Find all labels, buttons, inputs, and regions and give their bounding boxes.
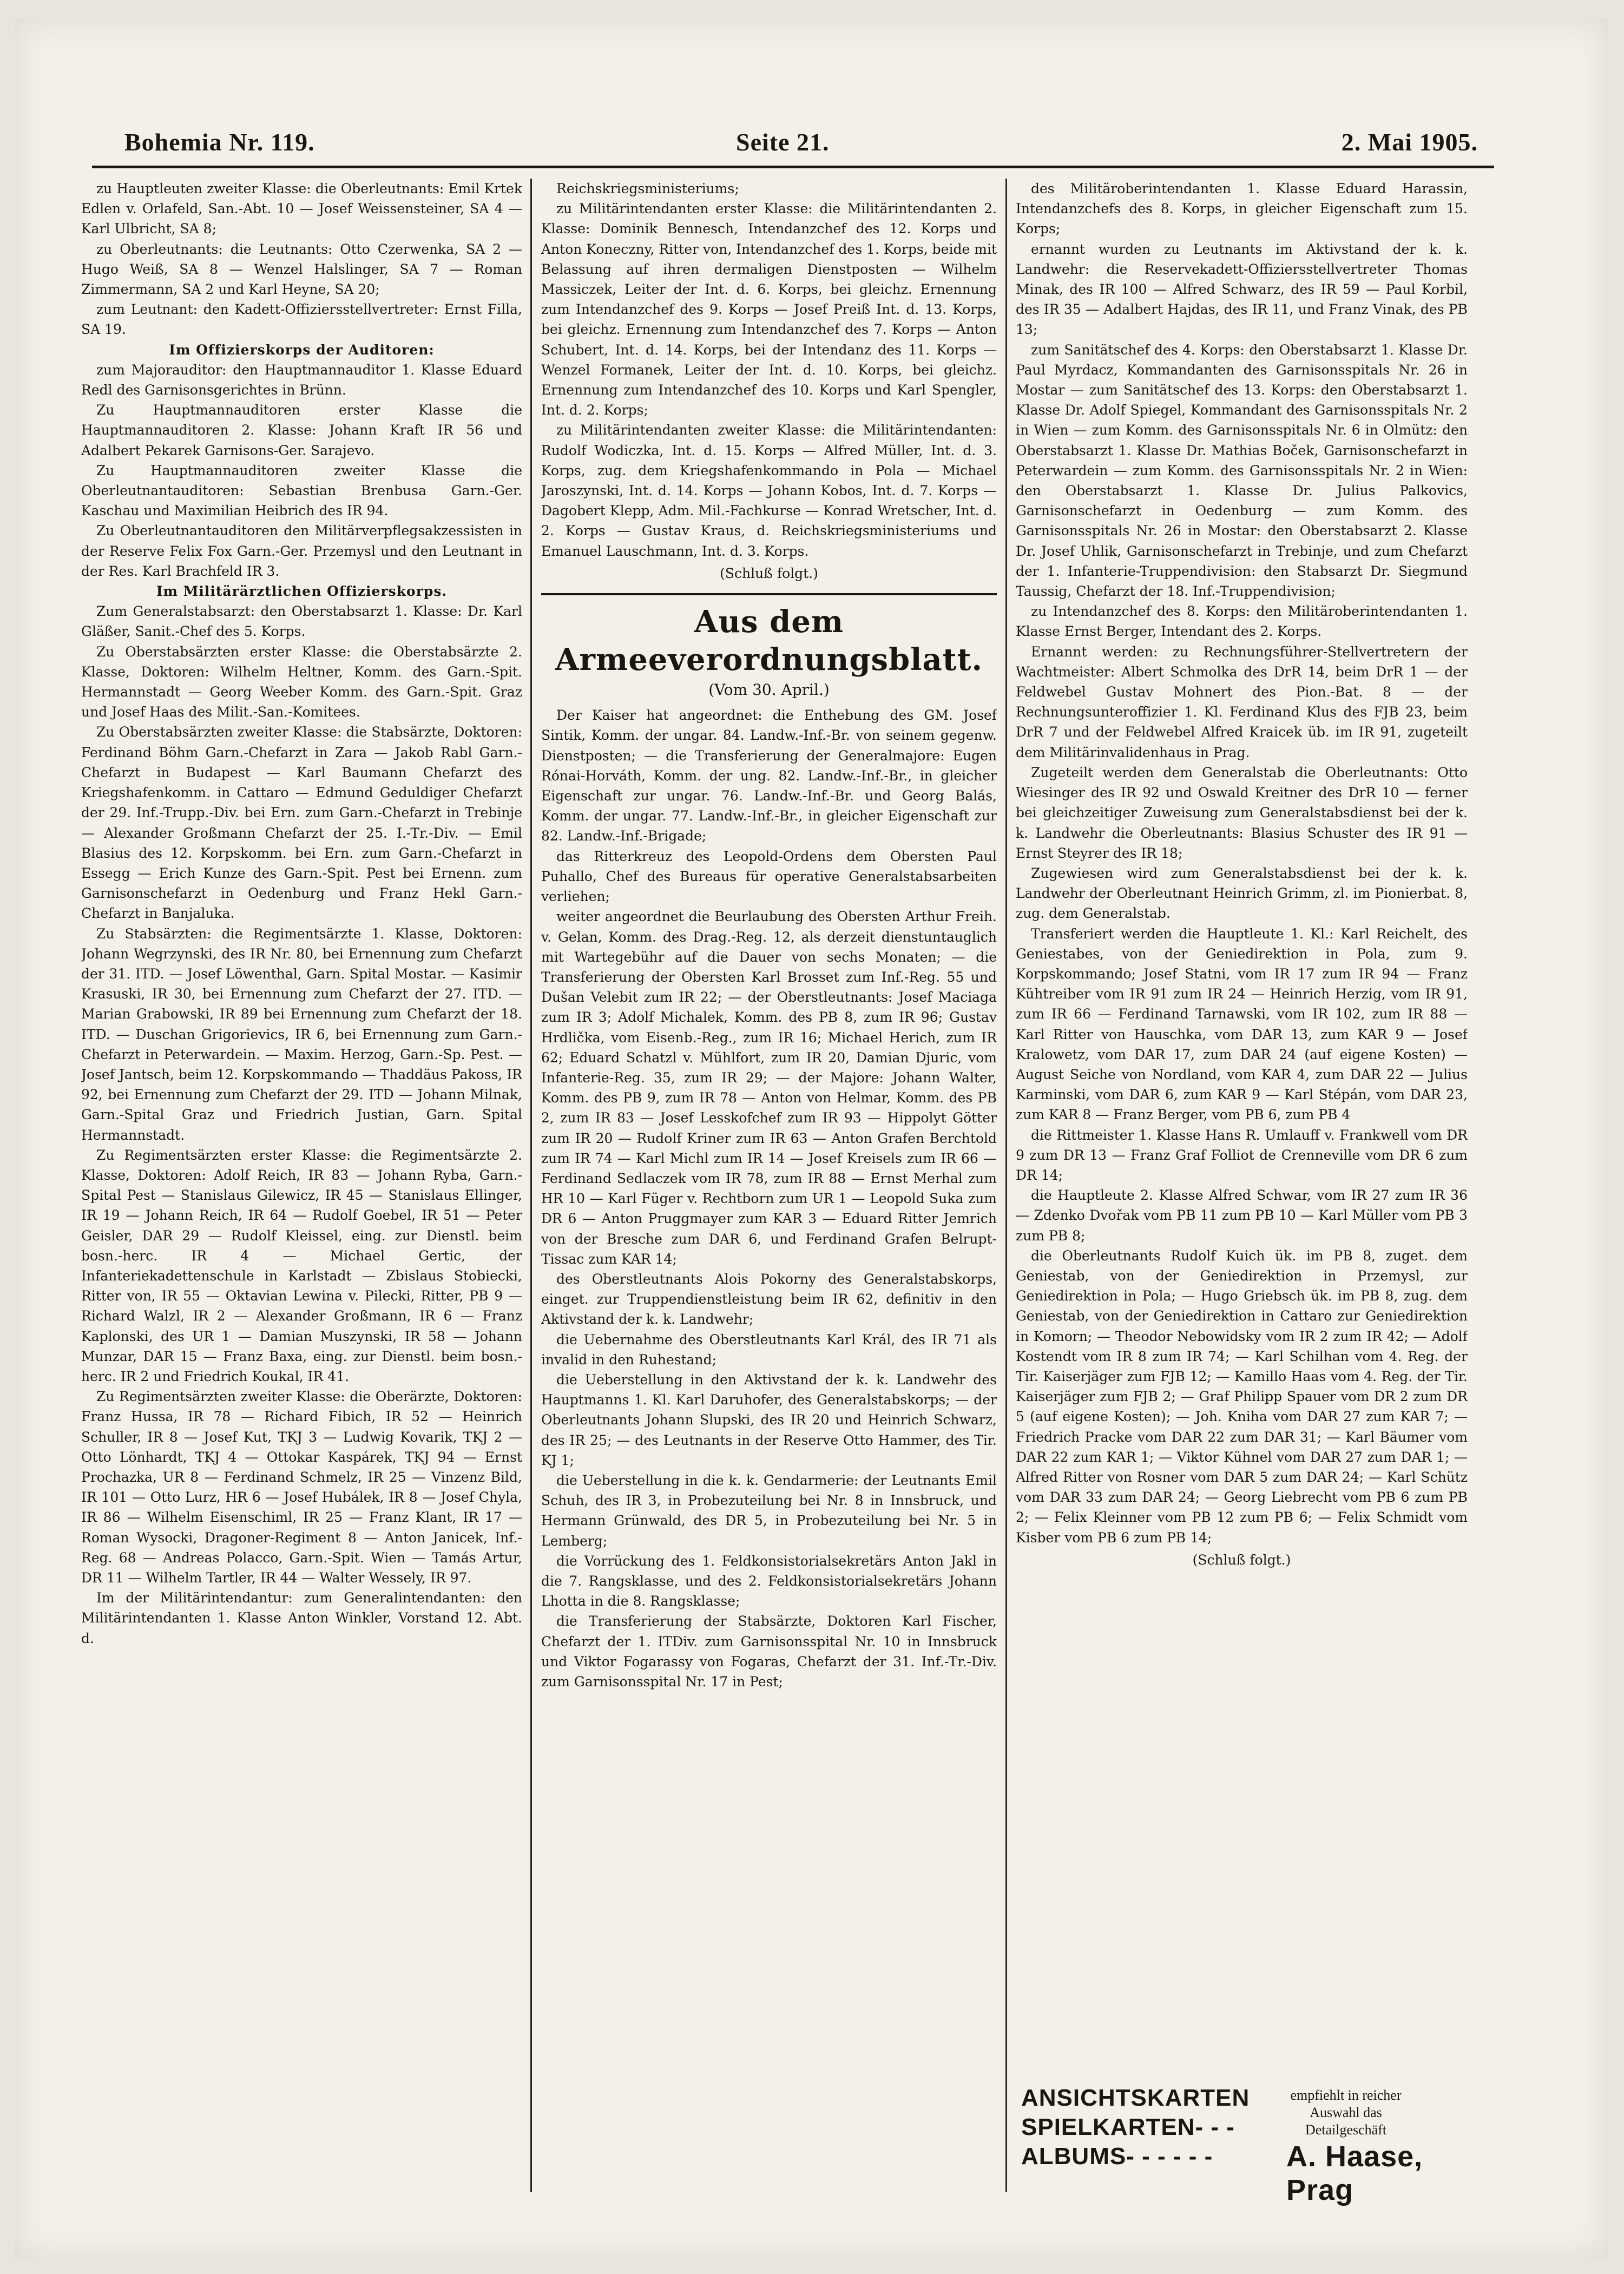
- paragraph: Zu Regimentsärzten erster Klasse: die Regimentsärzte 2. Klasse, Doktoren: Adolf Reich, IR 83 — Johann Ryba, Garn.-Spital Pest — Stanislaus Gilewicz, IR 45 — Stanislaus Ellinger, IR 19 — Johann Reich, IR 64 — Rudolf Goebel, IR 51 — Peter Geisler, DAR 29 — Rudolf Kleissel, eing. zur Dienstl. beim bosn.-herc. IR 4 — Michael Gertic, der Infanteriekadettenschule in Karlstadt — Zbislaus Stobiecki, Ritter von, IR 55 — Oktavian Lewina v. Pilecki, Ritter, PB 9 — Richard Walzl, IR 2 — Alexander Großmann, IR 6 — Franz Kaplonski, des UR 1 — Damian Muszynski, IR 58 — Johann Munzar, DAR 15 — Franz Baxa, eing. zur Dienstl. beim bosn.-herc. IR 2 und Friedrich Koukal, IR 41.: [81, 1147, 522, 1384]
- paragraph: das Ritterkreuz des Leopold-Ordens dem Obersten Paul Puhallo, Chef des Bureaus für operative Generalstabsarbeiten verliehen;: [541, 848, 997, 905]
- paragraph: Zugewiesen wird zum Generalstabsdienst bei der k. k. Landwehr der Oberleutnant Heinrich Grimm, zl. im Pionierbat. 8, zug. dem Generalstab.: [1016, 865, 1468, 922]
- continuation-note: (Schluß folgt.): [1192, 1552, 1291, 1568]
- ad-line: SPIELKARTEN- - -: [1021, 2114, 1235, 2140]
- paragraph: Transferiert werden die Hauptleute 1. Kl.: Karl Reichelt, des Geniestabes, von der Geniedirektion in Pola, zum 9. Korpskommando; Josef Statni, vom IR 17 zum IR 94 — Franz Kühtreiber vom IR 91 zum IR 24 — Heinrich Herzig, vom IR 91, zum IR 66 — Ferdinand Tarnawski, vom IR 102, zum IR 88 — Karl Ritter von Hauschka, vom DAR 13, zum KAR 9 — Josef Kralowetz, vom DAR 17, zum DAR 24 (auf eigene Kosten) — August Seiche von Nordland, vom KAR 4, zum DAR 22 — Julius Karminski, vom DAR 6, zum KAR 9 — Karl Stépán, vom DAR 23, zum KAR 8 — Franz Berger, vom PB 6, zum PB 4: [1016, 925, 1468, 1123]
- paragraph: ernannt wurden zu Leutnants im Aktivstand der k. k. Landwehr: die Reservekadett-Offiziersstellvertreter Thomas Minak, des IR 100 — Alfred Schwarz, des IR 59 — Paul Korbil, des IR 35 — Adalbert Hajdas, des IR 11, und Franz Vinak, des PB 13;: [1016, 241, 1468, 338]
- paragraph: Zu Oberstabsärzten zweiter Klasse: die Stabsärzte, Doktoren: Ferdinand Böhm Garn.-Chefarzt in Zara — Jakob Rabl Garn.-Chefarzt in Budapest — Karl Baumann Chefarzt des Kriegshafenkomm. in Cattaro — Edmund Geduldiger Chefarzt der 29. Inf.-Trupp.-Div. bei Ern. zum Garn.-Chefarzt in Trebinje — Alexander Großmann Chefarzt der 25. I.-Tr.-Div. — Emil Blasius des 12. Korpskomm. bei Ern. zum Garn.-Chefarzt in Essegg — Erich Kunze des Garn.-Spit. Pest bei Ernenn. zum Garnisonschefarzt in Oedenburg und Franz Hekl Garn.-Chefarzt in Banjaluka.: [81, 724, 522, 922]
- column-2: [541, 179, 997, 2181]
- paragraph: die Rittmeister 1. Klasse Hans R. Umlauff v. Frankwell vom DR 9 zum DR 13 — Franz Graf Folliot de Crenneville vom DR 6 zum DR 14;: [1016, 1127, 1468, 1183]
- paragraph: die Ueberstellung in die k. k. Gendarmerie: der Leutnants Emil Schuh, des IR 3, in Probezuteilung bei Nr. 8 in Innsbruck, und Hermann Grünwald, des DR 5, in Probezuteilung bei Nr. 5 in Lemberg;: [541, 1472, 997, 1549]
- paragraph: Der Kaiser hat angeordnet: die Enthebung des GM. Josef Sintik, Komm. der ungar. 84. Landw.-Inf.-Br. von seinem gegenw. Dienstposten; — die Transferierung der Generalmajore: Eugen Rónai-Horváth, Komm. der ung. 82. Landw.-Inf.-Br., in gleicher Eigenschaft zur ungar. 76. Landw.-Inf.-Br. und Georg Balás, Komm. der ungar. 77. Landw.-Inf.-Br., in gleicher Eigenschaft zur 82. Landw.-Inf.-Brigade;: [541, 707, 997, 844]
- paragraph: zum Leutnant: den Kadett-Offiziersstellvertreter: Ernst Filla, SA 19.: [81, 301, 522, 338]
- newspaper-name: Bohemia Nr. 119.: [124, 128, 315, 156]
- paragraph: Zu Hauptmannauditoren erster Klasse die Hauptmannauditoren 2. Klasse: Johann Kraft IR 56 und Adalbert Pekarek Garnisons-Ger. Sarajevo.: [81, 402, 522, 458]
- paragraph: die Hauptleute 2. Klasse Alfred Schwar, vom IR 27 zum IR 36 — Zdenko Dvořak vom PB 11 zum PB 10 — Karl Müller vom PB 3 zum PB 8;: [1016, 1187, 1468, 1244]
- paragraph: Zu Oberstabsärzten erster Klasse: die Oberstabsärzte 2. Klasse, Doktoren: Wilhelm Heltner, Komm. des Garn.-Spit. Hermannstadt — Georg Weeber Komm. des Garn.-Spit. Graz und Josef Haas des Milit.-San.-Komitees.: [81, 643, 522, 720]
- paragraph: die Vorrückung des 1. Feldkonsistorialsekretärs Anton Jakl in die 7. Rangsklasse, und des 2. Feldkonsistorialsekretärs Johann Lhotta in die 8. Rangsklasse;: [541, 1553, 997, 1609]
- paragraph: Zugeteilt werden dem Generalstab die Oberleutnants: Otto Wiesinger des IR 92 und Oswald Kreitner des DrR 10 — ferner bei gleichzeitiger Zuweisung zum Generalstabsdienst bei der k. k. Landwehr die Oberleutnants: Blasius Schuster des IR 91 — Ernst Steyrer des IR 18;: [1016, 764, 1468, 861]
- ad-note: empfiehlt in reicher Auswahl das Detailgeschäft: [1290, 2087, 1402, 2138]
- column-divider: [1005, 179, 1007, 2192]
- paragraph: Zum Generalstabsarzt: den Oberstabsarzt 1. Klasse: Dr. Karl Gläßer, Sanit.-Chef des 5. Korps.: [81, 603, 522, 640]
- paragraph: Zu Stabsärzten: die Regimentsärzte 1. Klasse, Doktoren: Johann Wegrzynski, des IR Nr. 80, bei Ernennung zum Chefarzt der 31. ITD. — Josef Löwenthal, Garn. Spital Mostar. — Kasimir Krasuski, IR 30, bei Ernennung zum Chefarzt der 27. ITD. — Marian Grabowski, IR 89 bei Ernennung zum Chefarzt der 18. ITD. — Duschan Grigorievics, IR 6, bei Ernennung zum Garn.-Chefarzt in Peterwardein. — Maxim. Herzog, Garn.-Sp. Pest. — Josef Jantsch, beim 12. Korpskommando — Thaddäus Pakoss, IR 92, bei Ernennung zum Chefarzt der 29. ITD — Johann Milnak, Garn.-Spital Graz und Friedrich Justian, Garn. Spital Hermannstadt.: [81, 925, 522, 1143]
- paragraph: Reichskriegsministeriums;: [556, 181, 739, 196]
- paragraph: die Oberleutnants Rudolf Kuich ük. im PB 8, zuget. dem Geniestab, von der Geniedirektion in Przemysl, zur Geniedirektion in Pola; — Hugo Griebsch ük. im PB 8, zug. dem Geniestab, von der Geniedirektion in Cattaro zur Geniedirektion in Komorn; — Theodor Nebowidsky vom IR 2 zum IR 42; — Adolf Kostendt vom IR 8 zum IR 74; — Karl Schilhan vom 4. Reg. der Tir. Kaiserjäger zum FJB 12; — Kamillo Haas vom 4. Reg. der Tir. Kaiserjäger zum FJB 2; — Graf Philipp Spauer vom DR 2 zum DR 5 (auf eigene Kosten); — Joh. Kniha vom DAR 27 zum KAR 7; — Friedrich Pracke vom DAR 22 zum DAR 31; — Karl Bäumer vom DAR 22 zum KAR 1; — Viktor Kühnel vom DAR 27 zum DAR 1; — Alfred Ritter von Rosner vom DAR 5 zum DAR 24; — Karl Schütz vom DAR 33 zum DAR 24; — Georg Liebrecht vom PB 6 zum PB 2; — Felix Kleinner vom PB 12 zum PB 6; — Felix Schmidt vom Kisber vom PB 6 zum PB 14;: [1016, 1247, 1468, 1546]
- paragraph: Im der Militärintendantur: zum Generalintendanten: den Militärintendanten 1. Klasse Anton Winkler, Vorstand 12. Abt. d.: [81, 1590, 522, 1646]
- article-subtitle: (Vom 30. April.): [708, 681, 830, 699]
- paragraph: zu Militärintendanten erster Klasse: die Militärintendanten 2. Klasse: Dominik Bennesch, Intendanzchef des 12. Korps und Anton Koneczny, Ritter von, Intendanzchef des 1. Korps, beide mit Belassung auf ihren dermaligen Dienstposten — Wilhelm Massiczek, Leiter der Int. d. 6. Korps, bei gleichz. Ernennung zum Intendanzchef des 9. Korps — Josef Preiß Int. d. 13. Korps, bei gleichz. Ernennung zum Intendanzchef des 7. Korps — Anton Schubert, Int. d. 14. Korps, bei der Intendanz des 11. Korps — Wenzel Formanek, Leiter der Int. d. 10. Korps, bei gleichz. Ernennung zum Intendanzchef des 10. Korps und Karl Spengler, Int. d. 2. Korps;: [541, 201, 997, 418]
- section-heading: Im Offizierskorps der Auditoren:: [169, 341, 435, 358]
- paragraph: zu Hauptleuten zweiter Klasse: die Oberleutnants: Emil Krtek Edlen v. Orlafeld, San.-Abt. 10 — Josef Weissensteiner, SA 4 — Karl Ulbricht, SA 8;: [81, 181, 522, 237]
- paragraph: die Transferierung der Stabsärzte, Doktoren Karl Fischer, Chefarzt der 1. ITDiv. zum Garnisonsspital Nr. 10 in Innsbruck und Viktor Fogarassy von Fogaras, Chefarzt der 31. Inf.-Tr.-Div. zum Garnisonsspital Nr. 17 in Pest;: [541, 1613, 997, 1690]
- column-1: [81, 179, 522, 2181]
- continuation-note: (Schluß folgt.): [720, 565, 818, 581]
- paragraph: zu Intendanzchef des 8. Korps: den Militäroberintendanten 1. Klasse Ernst Berger, Intendant des 2. Korps.: [1016, 603, 1468, 640]
- advertisement: [1016, 2084, 1468, 2206]
- paragraph: zum Majorauditor: den Hauptmannauditor 1. Klasse Eduard Redl des Garnisonsgerichtes in Brünn.: [81, 362, 522, 398]
- article-title: Aus dem Armeeverordnungsblatt.: [555, 604, 983, 678]
- header-rule: [92, 166, 1494, 168]
- paragraph: die Uebernahme des Oberstleutnants Karl Král, des IR 71 als invalid in den Ruhestand;: [541, 1331, 997, 1368]
- paragraph: zum Sanitätschef des 4. Korps: den Oberstabsarzt 1. Klasse Dr. Paul Myrdacz, Kommandanten des Garnisonsspitals Nr. 26 in Mostar — zum Sanitätschef des 13. Korps: den Oberstabsarzt 1. Klasse Dr. Adolf Spiegel, Kommandant des Garnisonsspitals Nr. 2 in Wien — zum Komm. des Garnisonsspitals Nr. 6 in Olmütz: den Oberstabsarzt 1. Klasse Dr. Mathias Boček, Garnisonschefarzt in Peterwardein — zum Komm. des Garnisonsspitals Nr. 2 in Wien: den Oberstabsarzt 1. Klasse Dr. Julius Palkovics, Garnisonschefarzt in Oedenburg — zum Komm. des Garnisonsspitals Nr. 26 in Mostar: den Oberstabsarzt 2. Klasse Dr. Josef Uhlik, Garnisonschefarzt in Trebinje, und zum Chefarzt der 1. Infanterie-Truppendivision: den Stabsarzt Dr. Siegmund Taussig, Chefarzt der 18. Inf.-Truppendivision;: [1016, 341, 1468, 600]
- paragraph: Zu Hauptmannauditoren zweiter Klasse die Oberleutnantauditoren: Sebastian Brenbusa Garn.-Ger. Kaschau und Maximilian Heibrich des IR 94.: [81, 462, 522, 519]
- issue-date: 2. Mai 1905.: [1341, 128, 1478, 156]
- paragraph: zu Oberleutnants: die Leutnants: Otto Czerwenka, SA 2 — Hugo Weiß, SA 8 — Wenzel Halslinger, SA 7 — Roman Zimmermann, SA 2 und Karl Heyne, SA 20;: [81, 241, 522, 298]
- paragraph: Zu Oberleutnantauditoren den Militärverpflegsakzessisten in der Reserve Felix Fox Garn.-Ger. Przemysl und den Leutnant in der Res. Karl Brachfeld IR 3.: [81, 523, 522, 579]
- section-divider: [541, 593, 997, 595]
- paragraph: die Ueberstellung in den Aktivstand der k. k. Landwehr des Hauptmanns 1. Kl. Karl Daruhofer, des Generalstabskorps; — der Oberleutnants Johann Slupski, des IR 20 und Heinrich Schwarz, des IR 25; — des Leutnants in der Reserve Otto Hammer, des Tir. KJ 1;: [541, 1371, 997, 1468]
- ad-line: ALBUMS- - - - - -: [1021, 2143, 1213, 2170]
- paragraph: des Militäroberintendanten 1. Klasse Eduard Harassin, Intendanzchefs des 8. Korps, in gleicher Eigenschaft zum 15. Korps;: [1016, 181, 1468, 237]
- column-3: [1016, 179, 1468, 2073]
- page-number: Seite 21.: [736, 128, 830, 156]
- paragraph: Ernannt werden: zu Rechnungsführer-Stellvertretern der Wachtmeister: Albert Schmolka des DrR 14, beim DrR 1 — der Feldwebel Gustav Mohnert des Pion.-Bat. 8 — der Rechnungsunteroffizier 1. Kl. Ferdinand Klus des FJB 23, beim DrR 7 und der Feldwebel Alfred Kraicek üb. im IR 91, zugeteilt dem Militärinvalidenhaus in Prag.: [1016, 643, 1468, 760]
- section-heading: Im Militärärztlichen Offizierskorps.: [156, 583, 448, 600]
- paragraph: des Oberstleutnants Alois Pokorny des Generalstabskorps, einget. zur Truppendienstleistung beim IR 62, definitiv in den Aktivstand der k. k. Landwehr;: [541, 1271, 997, 1327]
- page-header: [108, 128, 1478, 166]
- ad-line: ANSICHTSKARTEN: [1021, 2085, 1250, 2111]
- paragraph: zu Militärintendanten zweiter Klasse: die Militärintendanten: Rudolf Wodiczka, Int. d. 15. Korps — Alfred Müller, Int. d. 3. Korps, zug. dem Kriegshafenkommando in Pola — Michael Jaroszynski, Int. d. 14. Korps — Johann Kobos, Int. d. 7. Korps — Dagobert Klepp, Adm. Mil.-Fachkurse — Konrad Wretscher, Int. d. 2. Korps — Gustav Kraus, d. Reichskriegsministeriums und Emanuel Lauschmann, Int. d. 3. Korps.: [541, 422, 997, 559]
- paragraph: weiter angeordnet die Beurlaubung des Obersten Arthur Freih. v. Gelan, Komm. des Drag.-Reg. 12, als derzeit dienstuntauglich mit Wartegebühr auf die Dauer von sechs Monaten; — die Transferierung der Obersten Karl Brosset zum Inf.-Reg. 55 und Dušan Velebit zum IR 22; — der Oberstleutnants: Josef Maciaga zum IR 3; Adolf Michalek, Komm. des PB 8, zum IR 96; Gustav Hrdlička, vom Eisenb.-Reg., zum IR 16; Michael Herich, zum IR 62; Eduard Schatzl v. Mühlfort, zum IR 20, Damian Djuric, vom Infanterie-Reg. 35, zum IR 29; — der Majore: Johann Walter, Komm. des PB 9, zum IR 78 — Anton von Helmar, Komm. des PB 2, zum IR 83 — Josef Lesskofchef zum IR 93 — Hippolyt Götter zum IR 20 — Rudolf Kriner zum IR 63 — Anton Grafen Berchtold zum IR 74 — Karl Michl zum IR 14 — Josef Kreisels zum IR 66 — Ferdinand Sedlaczek vom IR 78, zum IR 88 — Ernst Merhal zum HR 10 — Karl Füger v. Rechtborn zum UR 1 — Leopold Suka zum DR 6 — Anton Pruggmayer zum KAR 3 — Eduard Ritter Jemrich von der Bresche zum DAR 6, und Ferdinand Grafen Belrupt-Tissac zum KAR 14;: [541, 909, 997, 1267]
- paragraph: Zu Regimentsärzten zweiter Klasse: die Oberärzte, Doktoren: Franz Hussa, IR 78 — Richard Fibich, IR 52 — Heinrich Schuller, IR 8 — Josef Kut, TKJ 3 — Ludwig Kovarik, TKJ 2 — Otto Lönhardt, TKJ 4 — Ottokar Kaspárek, TKJ 94 — Ernst Prochazka, UR 8 — Ferdinand Schmelz, IR 25 — Vinzenz Bild, IR 101 — Otto Lurz, HR 6 — Josef Hubálek, IR 8 — Josef Chyla, IR 86 — Wilhelm Eisenschiml, IR 25 — Franz Klant, IR 17 — Roman Wysocki, Dragoner-Regiment 8 — Anton Janicek, Inf.-Reg. 68 — Andreas Polacco, Garn.-Spit. Wien — Tamás Artur, DR 11 — Wilhelm Tartler, IR 44 — Walter Wessely, IR 97.: [81, 1389, 522, 1586]
- column-divider: [530, 179, 532, 2192]
- ad-firm-name: A. Haase, Prag: [1286, 2140, 1423, 2206]
